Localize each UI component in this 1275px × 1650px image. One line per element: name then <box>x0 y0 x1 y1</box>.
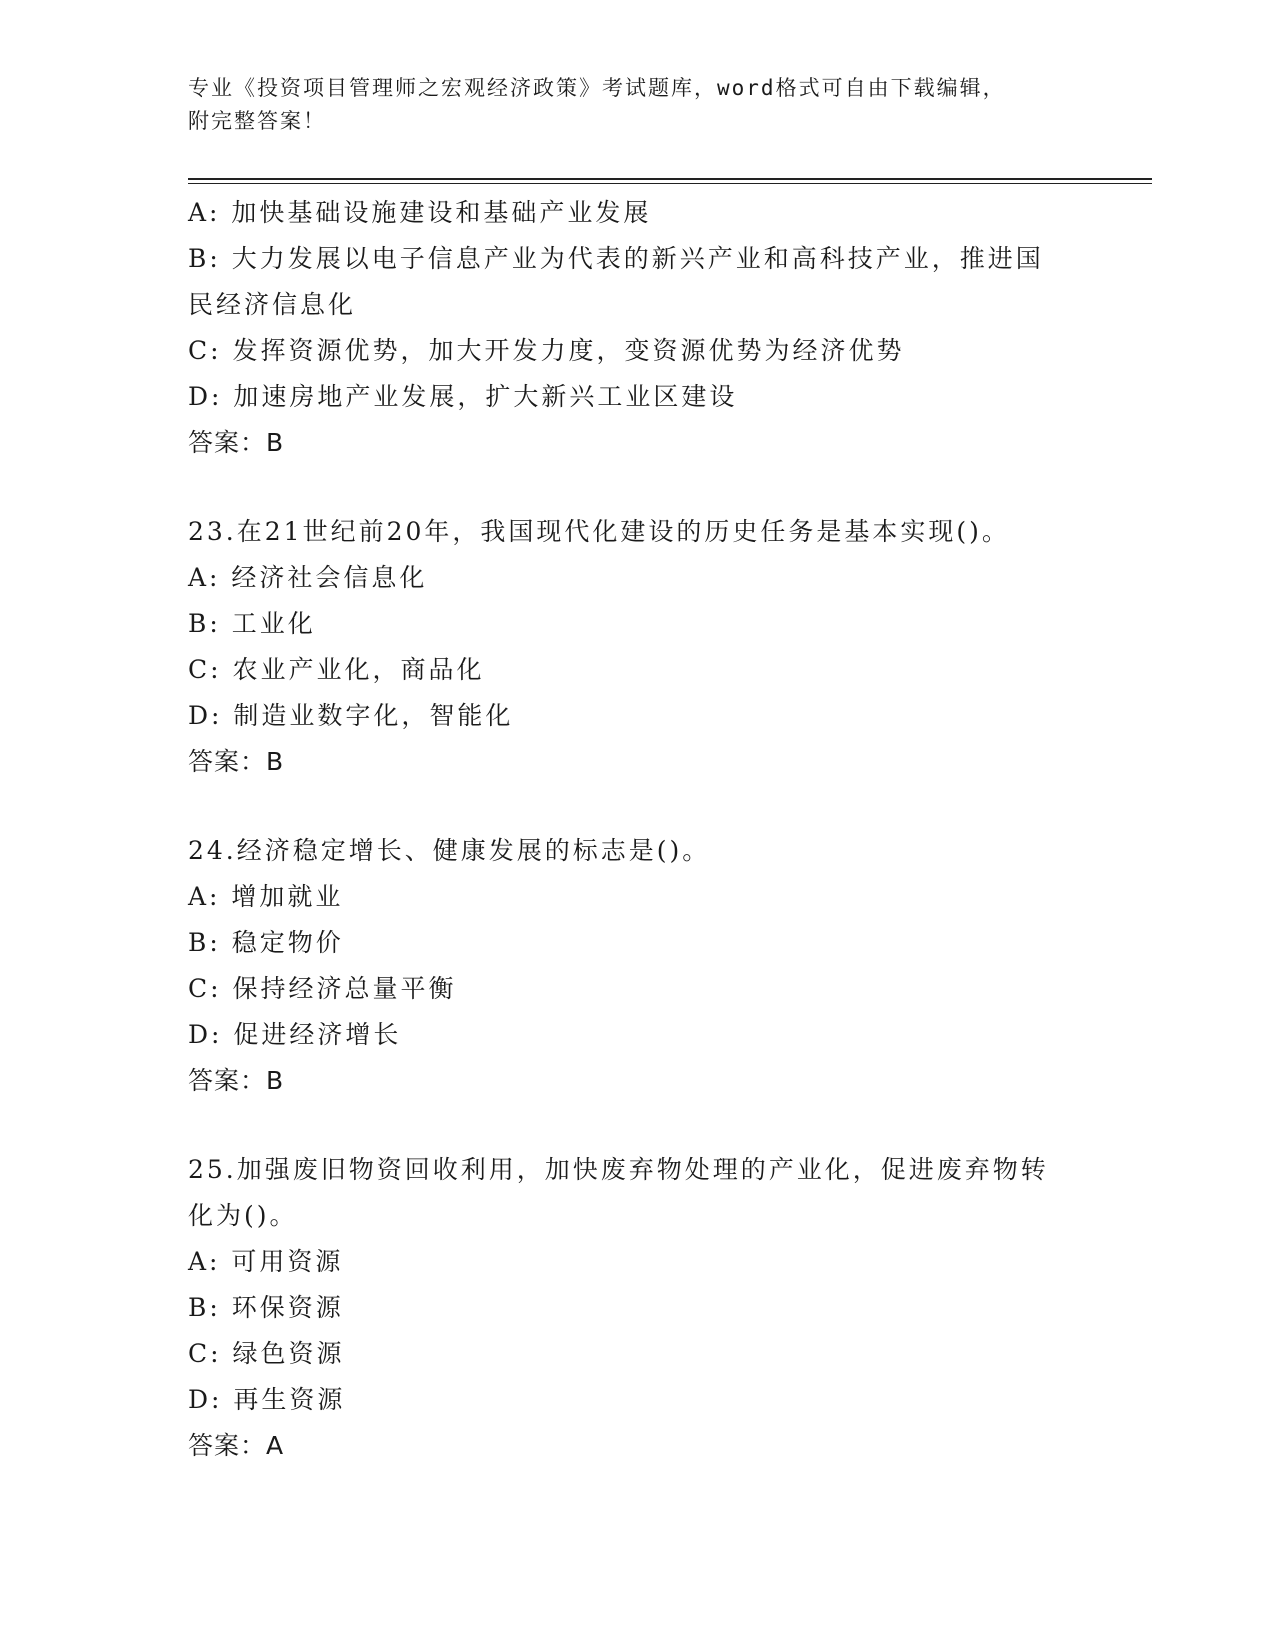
header-rule-thick <box>188 178 1152 180</box>
question-text: 25.加强废旧物资回收利用，加快废弃物处理的产业化，促进废弃物转 <box>188 1155 1049 1184</box>
option-d: D: 促进经济增长 <box>188 1020 402 1049</box>
option-b: B: 大力发展以电子信息产业为代表的新兴产业和高科技产业，推进国 <box>188 244 1044 273</box>
option-b: B: 环保资源 <box>188 1293 344 1322</box>
option-d: D: 加速房地产业发展，扩大新兴工业区建设 <box>188 382 738 411</box>
question-list <box>188 190 1088 1469</box>
option-a: A: 经济社会信息化 <box>188 563 428 592</box>
option-a: A: 可用资源 <box>188 1247 344 1276</box>
option-c: C: 发挥资源优势，加大开发力度，变资源优势为经济优势 <box>188 336 905 365</box>
answer-line: 答案：B <box>188 747 285 776</box>
option-b: B: 工业化 <box>188 609 316 638</box>
option-d: D: 再生资源 <box>188 1385 346 1414</box>
question-text: 24.经济稳定增长、健康发展的标志是()。 <box>188 836 711 865</box>
option-b-continued: 民经济信息化 <box>188 290 357 319</box>
question-block-25 <box>188 1147 1088 1469</box>
question-text-continued: 化为()。 <box>188 1201 298 1230</box>
option-c: C: 农业产业化，商品化 <box>188 655 485 684</box>
question-text: 23.在21世纪前20年，我国现代化建设的历史任务是基本实现()。 <box>188 517 1010 546</box>
option-a: A: 加快基础设施建设和基础产业发展 <box>188 198 652 227</box>
question-block-partial <box>188 190 1088 466</box>
header-line-1: 专业《投资项目管理师之宏观经济政策》考试题库，word格式可自由下载编辑， <box>188 76 1006 100</box>
document-header <box>188 72 1068 138</box>
header-line-2: 附完整答案！ <box>188 109 326 133</box>
answer-line: 答案：B <box>188 1066 285 1095</box>
question-block-23 <box>188 509 1088 785</box>
option-b: B: 稳定物价 <box>188 928 344 957</box>
header-rule-thin <box>188 183 1152 184</box>
question-block-24 <box>188 828 1088 1104</box>
option-d: D: 制造业数字化，智能化 <box>188 701 514 730</box>
option-c: C: 保持经济总量平衡 <box>188 974 457 1003</box>
answer-line: 答案：B <box>188 428 285 457</box>
answer-line: 答案：A <box>188 1431 285 1460</box>
option-c: C: 绿色资源 <box>188 1339 345 1368</box>
option-a: A: 增加就业 <box>188 882 344 911</box>
